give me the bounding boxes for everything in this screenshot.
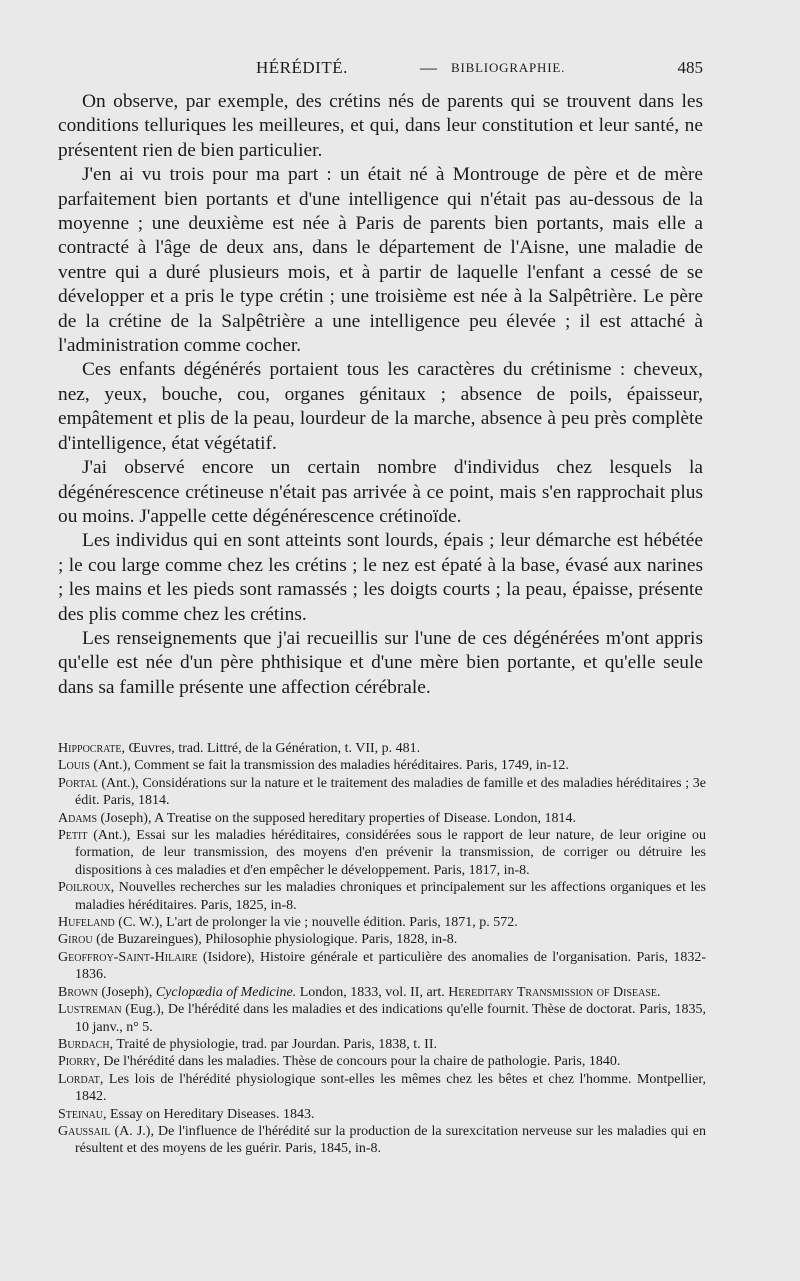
entry-author: Girou	[58, 932, 93, 948]
entry-text: (Joseph), A Treatise on the supposed hereditary properties of Disease. London, 1814.	[97, 810, 577, 826]
entry-author: Brown	[58, 984, 98, 1000]
paragraph: On observe, par exemple, des crétins nés de parents qui se trouvent dans les conditions telluriques les meilleures, et qui, dans leur constitution et leur santé, ne présentent rien de bien particulier.	[58, 91, 703, 161]
paragraph: Les renseignements que j'ai recueillis sur l'une de ces dégénérées m'ont appris qu'elle est née d'un père phthisique et d'une mère bien portante, et qu'elle seule dans sa famille présente une affection cérébrale.	[58, 627, 703, 698]
entry-text: Essay on Hereditary Diseases. 1843.	[106, 1106, 315, 1122]
entry-text: De l'hérédité dans les maladies. Thèse de concours pour la chaire de pathologie. Paris, 1840.	[99, 1054, 621, 1070]
bibliography-entry	[58, 810, 706, 827]
entry-text: Œuvres, trad. Littré, de la Génération, t. VII, p. 481.	[124, 741, 421, 756]
entry-article-title: Hereditary Transmission of Disease.	[448, 984, 661, 1000]
entry-text: Les lois de l'hérédité physiologique sont-elles les mêmes chez les bêtes et chez l'homme. Montpellier, 1842.	[75, 1071, 706, 1105]
bibliography-entry	[58, 1036, 706, 1053]
entry-author: Petit	[58, 828, 88, 844]
entry-author: Hippocrate,	[58, 741, 125, 756]
entry-author: Adams	[58, 810, 98, 826]
bibliography-list	[58, 740, 706, 1158]
bibliography-entry	[58, 879, 706, 914]
entry-author: Louis	[58, 758, 90, 774]
entry-author: Geoffroy-Saint-Hilaire	[58, 949, 198, 965]
paragraph: J'en ai vu trois pour ma part : un était né à Montrouge de père et de mère parfaitement bien portants et d'une intelligence qui n'était pas au-dessous de la moyenne ; une deuxième est née à Paris de parents bien portants, mais elle a contracté à l'âge de deux ans, dans le département de l'Aisne, une maladie de ventre qui a duré plusieurs mois, et à partir de laquelle l'enfant a cessé de se développer et a pris le type crétin ; une troisième est née à la Salpêtrière. Le père de la crétine de la Salpêtrière a une intelligence peu élevée ; il est attaché à l'administration comme cocher.	[58, 164, 703, 357]
entry-text: (Ant.), Considérations sur la nature et le traitement des maladies de famille et des maladies héréditaires ; 3e édit. Paris, 1814.	[75, 775, 706, 809]
bibliography-entry	[58, 931, 706, 948]
entry-author: Lustreman	[58, 1002, 122, 1018]
bibliography-entry	[58, 949, 706, 984]
bibliography-entry	[58, 1106, 706, 1123]
entry-text: (Ant.), Essai sur les maladies héréditaires, considérées sous le rapport de leur nature, de leur origine ou formation, de leur transmission, des moyens d'en prévenir la transmission, de corriger ou détruire les dispositions à ces maladies et d'en empêcher le développement. Paris, 1817, in-8.	[75, 828, 706, 878]
entry-author: Hufeland	[58, 915, 115, 931]
paragraph: Ces enfants dégénérés portaient tous les caractères du crétinisme : cheveux, nez, yeux, bouche, cou, organes génitaux ; absence de poils, épaisseur, empâtement et plis de la peau, lourdeur de la marche, absence à peu près complète d'intelligence, état végétatif.	[58, 359, 703, 454]
entry-author: Piorry,	[58, 1054, 100, 1070]
entry-text: (Eug.), De l'hérédité dans les maladies et des indications qu'elle fournit. Thèse de doctorat. Paris, 1835, 10 janv., n° 5.	[75, 1002, 706, 1035]
body-text	[58, 90, 703, 700]
entry-author: Lordat,	[58, 1071, 104, 1087]
bibliography-entry	[58, 984, 706, 1001]
entry-text: (Isidore), Histoire générale et particulière des anomalies de l'organisation. Paris, 1832-1836.	[75, 949, 706, 983]
entry-work-title: Cyclopædia of Medicine.	[155, 984, 297, 1000]
paragraph: Les individus qui en sont atteints sont lourds, épais ; leur démarche est hébétée ; le cou large comme chez les crétins ; le nez est épaté à la base, évasé aux narines ; les mains et les pieds sont ramassés ; les doigts courts ; la peau, épaisse, présente des plis comme chez les crétins.	[58, 530, 703, 625]
entry-text: (Ant.), Comment se fait la transmission des maladies héréditaires. Paris, 1749, in-12.	[89, 758, 569, 774]
entry-author: Gaussail	[58, 1123, 111, 1139]
bibliography-entry	[58, 827, 706, 879]
bibliography-entry	[58, 757, 706, 774]
running-title: HÉRÉDITÉ.	[256, 58, 348, 77]
bibliography-entry	[58, 1001, 706, 1036]
entry-author: Portal	[58, 775, 98, 791]
entry-text: (A. J.), De l'influence de l'hérédité sur la production de la surexcitation nerveuse sur les maladies qui en résultent et des moyens de les guérir. Paris, 1845, in-8.	[75, 1123, 706, 1157]
bibliography-entry	[58, 775, 706, 810]
entry-text: (de Buzareingues), Philosophie physiologique. Paris, 1828, in-8.	[92, 932, 458, 948]
bibliography-entry	[58, 1071, 706, 1106]
entry-text: Nouvelles recherches sur les maladies chroniques et principalement sur les affections organiques et les maladies héréditaires. Paris, 1825, in-8.	[75, 880, 706, 913]
bibliography-entry	[58, 1053, 706, 1070]
section-title: BIBLIOGRAPHIE.	[451, 60, 566, 75]
entry-text: (Joseph),	[97, 984, 156, 1000]
entry-text-continued: London, 1833, vol. II, art.	[296, 984, 449, 1000]
bibliography-entry	[58, 1123, 706, 1158]
entry-text: (C. W.), L'art de prolonger la vie ; nouvelle édition. Paris, 1871, p. 572.	[114, 915, 518, 931]
header-separator: —	[420, 58, 437, 77]
entry-author: Poilroux,	[58, 880, 115, 896]
bibliography-entry	[58, 740, 706, 757]
entry-author: Burdach,	[58, 1036, 114, 1052]
entry-text: Traité de physiologie, trad. par Jourdan. Paris, 1838, t. II.	[113, 1036, 437, 1052]
page-number: 485	[677, 58, 703, 77]
bibliography-entry	[58, 914, 706, 931]
paragraph: J'ai observé encore un certain nombre d'individus chez lesquels la dégénérescence crétineuse n'était pas arrivée à ce point, mais s'en rapprochait plus ou moins. J'appelle cette dégénérescence crétinoïde.	[58, 457, 703, 527]
running-header	[58, 58, 703, 86]
entry-author: Steinau,	[58, 1106, 107, 1122]
